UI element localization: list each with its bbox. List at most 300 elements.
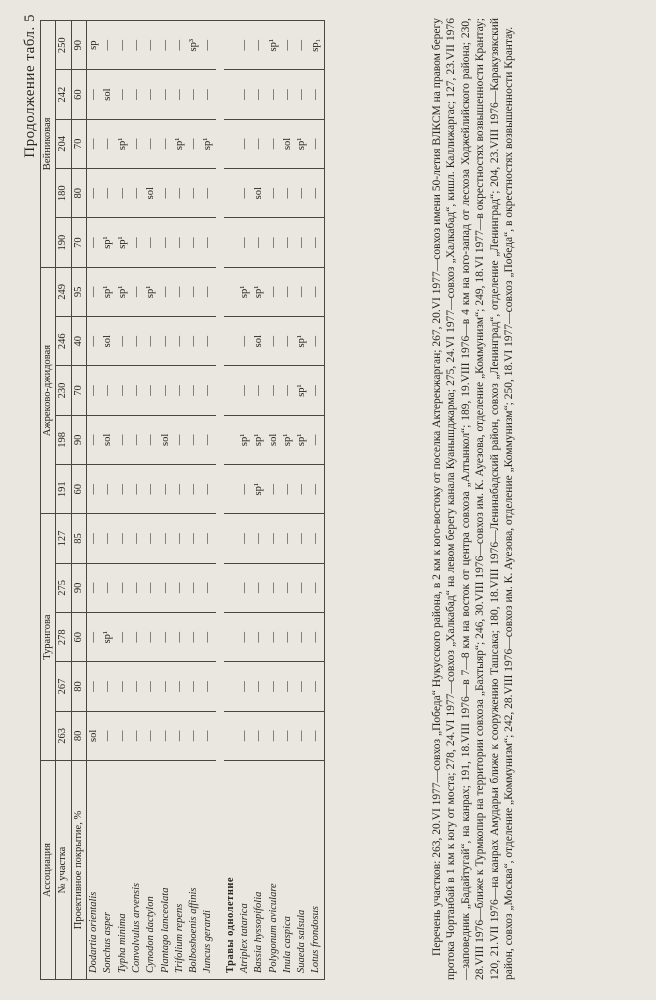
abundance-cell: —: [86, 70, 101, 119]
abundance-cell: —: [266, 465, 280, 514]
abundance-cell: —: [144, 711, 158, 760]
abundance-cell: —: [201, 563, 215, 612]
section-empty-cell: [224, 465, 238, 514]
species-name: Cynodon dactylon: [144, 761, 158, 980]
abundance-cell: —: [295, 563, 309, 612]
abundance-cell: sp¹: [115, 119, 129, 168]
abundance-cell: —: [295, 465, 309, 514]
abundance-cell: —: [187, 366, 201, 415]
abundance-cell: sp¹: [101, 267, 115, 316]
abundance-cell: —: [173, 317, 187, 366]
abundance-cell: —: [238, 465, 252, 514]
abundance-cell: —: [238, 366, 252, 415]
species-name: Lotus frondosus: [309, 761, 324, 980]
group-header: Турангова: [41, 514, 56, 761]
abundance-cell: —: [130, 366, 144, 415]
abundance-cell: —: [158, 218, 172, 267]
abundance-cell: —: [281, 613, 295, 662]
table-row: [144, 21, 158, 980]
abundance-cell: —: [238, 613, 252, 662]
abundance-cell: —: [86, 563, 101, 612]
abundance-cell: —: [187, 613, 201, 662]
abundance-cell: sp₁: [309, 21, 324, 70]
abundance-cell: —: [281, 514, 295, 563]
abundance-cell: sp¹: [295, 119, 309, 168]
abundance-cell: —: [238, 317, 252, 366]
abundance-cell: sp¹: [295, 366, 309, 415]
section-empty-cell: [224, 169, 238, 218]
section-empty-cell: [224, 514, 238, 563]
abundance-cell: —: [144, 218, 158, 267]
table-row: [101, 21, 115, 980]
abundance-cell: —: [101, 514, 115, 563]
plot-number: 198: [56, 415, 71, 464]
abundance-cell: sp¹: [115, 218, 129, 267]
abundance-cell: —: [281, 267, 295, 316]
cover-label: Проективное покрытие, %: [71, 761, 86, 980]
plot-label: № участка: [56, 761, 71, 980]
abundance-cell: —: [238, 119, 252, 168]
table-row: [86, 21, 101, 980]
abundance-cell: —: [266, 267, 280, 316]
table-row: [130, 21, 144, 980]
abundance-cell: —: [130, 415, 144, 464]
abundance-cell: —: [252, 21, 266, 70]
cover-value: 80: [71, 169, 86, 218]
cover-value: 40: [71, 317, 86, 366]
abundance-cell: —: [158, 563, 172, 612]
abundance-cell: sp¹: [238, 415, 252, 464]
abundance-cell: sp¹: [201, 119, 215, 168]
abundance-cell: —: [130, 711, 144, 760]
abundance-cell: —: [173, 21, 187, 70]
abundance-cell: —: [101, 662, 115, 711]
abundance-cell: sp¹: [252, 415, 266, 464]
abundance-cell: —: [201, 514, 215, 563]
abundance-cell: —: [252, 366, 266, 415]
abundance-cell: —: [173, 366, 187, 415]
abundance-cell: —: [281, 711, 295, 760]
abundance-cell: sp³: [187, 21, 201, 70]
species-name: Suaeda salsula: [295, 761, 309, 980]
plot-number: 246: [56, 317, 71, 366]
abundance-cell: —: [144, 366, 158, 415]
cover-value: 60: [71, 465, 86, 514]
abundance-cell: —: [309, 662, 324, 711]
section-empty-cell: [224, 366, 238, 415]
abundance-cell: —: [187, 70, 201, 119]
abundance-cell: —: [115, 415, 129, 464]
abundance-cell: —: [252, 613, 266, 662]
abundance-cell: —: [144, 563, 158, 612]
abundance-cell: sp¹: [101, 218, 115, 267]
abundance-cell: —: [281, 563, 295, 612]
abundance-cell: —: [86, 317, 101, 366]
abundance-cell: —: [144, 465, 158, 514]
abundance-cell: —: [187, 415, 201, 464]
abundance-cell: —: [281, 465, 295, 514]
abundance-cell: —: [238, 21, 252, 70]
abundance-cell: sp¹: [295, 415, 309, 464]
abundance-cell: —: [130, 119, 144, 168]
abundance-cell: —: [144, 21, 158, 70]
abundance-cell: —: [281, 70, 295, 119]
abundance-cell: —: [101, 465, 115, 514]
abundance-cell: —: [86, 218, 101, 267]
abundance-cell: —: [295, 218, 309, 267]
abundance-cell: —: [115, 465, 129, 514]
abundance-cell: —: [115, 70, 129, 119]
abundance-cell: —: [115, 613, 129, 662]
abundance-cell: —: [115, 711, 129, 760]
abundance-cell: —: [86, 514, 101, 563]
abundance-cell: —: [309, 613, 324, 662]
abundance-cell: —: [187, 218, 201, 267]
abundance-cell: —: [238, 70, 252, 119]
abundance-cell: sp¹: [252, 465, 266, 514]
plot-number: 127: [56, 514, 71, 563]
abundance-cell: —: [252, 218, 266, 267]
abundance-cell: —: [309, 70, 324, 119]
abundance-cell: sp¹: [101, 613, 115, 662]
abundance-cell: —: [158, 613, 172, 662]
abundance-cell: —: [101, 169, 115, 218]
table-row: [115, 21, 129, 980]
abundance-cell: —: [281, 169, 295, 218]
plot-number: 278: [56, 613, 71, 662]
abundance-cell: —: [252, 563, 266, 612]
abundance-cell: —: [187, 465, 201, 514]
abundance-cell: —: [144, 415, 158, 464]
abundance-cell: —: [173, 514, 187, 563]
species-name: Atriplex tatarica: [238, 761, 252, 980]
abundance-cell: —: [281, 366, 295, 415]
abundance-cell: —: [101, 21, 115, 70]
abundance-cell: —: [295, 514, 309, 563]
abundance-cell: —: [144, 317, 158, 366]
cover-value: 80: [71, 662, 86, 711]
abundance-cell: —: [266, 613, 280, 662]
abundance-cell: —: [252, 711, 266, 760]
abundance-cell: —: [173, 70, 187, 119]
abundance-cell: —: [187, 317, 201, 366]
abundance-cell: —: [252, 662, 266, 711]
species-name: Bassia hyssopifolia: [252, 761, 266, 980]
abundance-cell: —: [86, 169, 101, 218]
abundance-cell: —: [295, 70, 309, 119]
abundance-cell: —: [86, 267, 101, 316]
abundance-cell: —: [201, 169, 215, 218]
abundance-cell: sol: [158, 415, 172, 464]
abundance-cell: —: [173, 711, 187, 760]
abundance-cell: —: [266, 70, 280, 119]
abundance-cell: —: [309, 169, 324, 218]
section-empty-cell: [224, 563, 238, 612]
abundance-cell: —: [101, 119, 115, 168]
abundance-cell: sol: [252, 169, 266, 218]
table-row: [201, 21, 215, 980]
plot-number: 242: [56, 70, 71, 119]
species-name: Trifolium repens: [173, 761, 187, 980]
abundance-cell: —: [295, 267, 309, 316]
plot-number: 180: [56, 169, 71, 218]
abundance-cell: —: [309, 119, 324, 168]
abundance-cell: —: [115, 169, 129, 218]
section-empty-cell: [224, 21, 238, 70]
abundance-cell: —: [158, 465, 172, 514]
table-row: [281, 21, 295, 980]
cover-value: 90: [71, 415, 86, 464]
abundance-cell: —: [115, 366, 129, 415]
abundance-cell: —: [130, 21, 144, 70]
abundance-cell: —: [158, 711, 172, 760]
abundance-cell: —: [86, 613, 101, 662]
abundance-cell: —: [201, 21, 215, 70]
abundance-cell: —: [266, 119, 280, 168]
section-label: Травы однолетние: [224, 761, 238, 980]
abundance-cell: sol: [86, 711, 101, 760]
abundance-cell: —: [158, 662, 172, 711]
abundance-cell: —: [101, 563, 115, 612]
plot-number: 263: [56, 711, 71, 760]
abundance-cell: sp¹: [281, 415, 295, 464]
cover-value: 70: [71, 218, 86, 267]
abundance-cell: —: [173, 563, 187, 612]
abundance-cell: —: [266, 563, 280, 612]
abundance-cell: —: [187, 119, 201, 168]
abundance-cell: —: [173, 169, 187, 218]
abundance-cell: —: [201, 267, 215, 316]
abundance-cell: —: [309, 267, 324, 316]
abundance-cell: —: [201, 613, 215, 662]
section-empty-cell: [224, 613, 238, 662]
spacer-cell: [216, 21, 224, 980]
species-name: Inula caspica: [281, 761, 295, 980]
abundance-cell: —: [201, 415, 215, 464]
cover-value: 90: [71, 21, 86, 70]
plot-number: 230: [56, 366, 71, 415]
abundance-cell: —: [201, 465, 215, 514]
species-table: [40, 20, 325, 980]
abundance-cell: sol: [101, 415, 115, 464]
abundance-cell: sol: [144, 169, 158, 218]
abundance-cell: —: [281, 21, 295, 70]
abundance-cell: —: [238, 169, 252, 218]
cover-value: 60: [71, 70, 86, 119]
abundance-cell: —: [187, 169, 201, 218]
abundance-cell: sol: [101, 317, 115, 366]
species-name: Typha minima: [115, 761, 129, 980]
cover-value: 60: [71, 613, 86, 662]
group-header: Вейниковая: [41, 21, 56, 268]
abundance-cell: —: [130, 267, 144, 316]
species-name: Dodartia orientalis: [86, 761, 101, 980]
table-row: [173, 21, 187, 980]
plot-number: 267: [56, 662, 71, 711]
abundance-cell: —: [173, 267, 187, 316]
abundance-cell: sol: [266, 415, 280, 464]
abundance-cell: —: [130, 317, 144, 366]
abundance-cell: —: [101, 711, 115, 760]
abundance-cell: —: [86, 465, 101, 514]
abundance-cell: —: [115, 662, 129, 711]
abundance-cell: sol: [252, 317, 266, 366]
abundance-cell: —: [309, 465, 324, 514]
abundance-cell: —: [281, 662, 295, 711]
cover-value: 70: [71, 366, 86, 415]
abundance-cell: —: [201, 711, 215, 760]
abundance-cell: —: [158, 514, 172, 563]
cover-value: 90: [71, 563, 86, 612]
abundance-cell: —: [309, 366, 324, 415]
abundance-cell: —: [115, 21, 129, 70]
abundance-cell: —: [173, 465, 187, 514]
header-row-plots: [56, 21, 71, 980]
abundance-cell: —: [201, 662, 215, 711]
abundance-cell: —: [158, 267, 172, 316]
cover-value: 70: [71, 119, 86, 168]
abundance-cell: —: [144, 119, 158, 168]
abundance-cell: —: [238, 563, 252, 612]
abundance-cell: —: [309, 317, 324, 366]
abundance-cell: sol: [281, 119, 295, 168]
section-empty-cell: [224, 218, 238, 267]
abundance-cell: —: [130, 563, 144, 612]
abundance-cell: —: [130, 218, 144, 267]
plot-number: 250: [56, 21, 71, 70]
abundance-cell: sp¹: [144, 267, 158, 316]
abundance-cell: —: [173, 218, 187, 267]
cover-value: 95: [71, 267, 86, 316]
abundance-cell: —: [86, 119, 101, 168]
abundance-cell: —: [201, 70, 215, 119]
abundance-cell: —: [173, 415, 187, 464]
species-name: Convolvulus arvensis: [130, 761, 144, 980]
abundance-cell: —: [295, 169, 309, 218]
abundance-cell: sp¹: [173, 119, 187, 168]
abundance-cell: —: [266, 514, 280, 563]
abundance-cell: —: [86, 366, 101, 415]
plot-number: 249: [56, 267, 71, 316]
abundance-cell: —: [86, 415, 101, 464]
plot-number: 191: [56, 465, 71, 514]
abundance-cell: —: [187, 267, 201, 316]
section-empty-cell: [224, 317, 238, 366]
plot-list-footnote: Перечень участков: 263, 20.VI 1977—совхоз „Победа“ Нукусского района, в 2 км к юго-востоку от поселка Актерекжарган; 267, 20.VI 1977—совхоз имени 50-летия ВЛКСМ на правом берегу протока Чортанбай в 1 км к югу от моста; 278, 24.VI 1977—совхоз „Халкабад“ на левом берегу канала Куанышджарма; 275, 24.VI 1977—совхоз „Халкабад“, кишл. Каллижаргас; 127, 23.VII 1976—заповедник „Бадайтугай“, на канрах; 191, 18.VIII 1976—в 7—8 км на восток от центра совхоза „Алтынкол“; 189, 19.VIII 1976—в 4 км на юго-запад от лесхоза Ходжейлийского района; 230, 28.VIII 1976—ближе к Турмкопир на территории совхоза „Бахтыяр“; 246, 30.VIII 1976—совхоз им. К. Ауезова, отделение „Коммунизм“; 249, 18.VI 1977—в окрестностях возвышенности Крантау; 120, 21.VII 1976—на канрах Амударьи ближе к сооружению Ташсака; 180, 18.VIII 1976—Ленинабадский район, совхоз „Ленинград“, отделение „Ленинград“; 204, 23.VIII 1976—Каракузякский район, совхоз „Москва“, отделение „Коммунизм“; 242, 28.VIII 1976—совхоз им. К. Ауезова, отделение „Коммунизм“; 250, 18.VI 1977—совхоз „Победа“, в окрестностях возвышенности Крантау.: [430, 18, 516, 980]
abundance-cell: —: [101, 366, 115, 415]
abundance-cell: —: [115, 514, 129, 563]
abundance-cell: sol: [101, 70, 115, 119]
abundance-cell: —: [201, 218, 215, 267]
header-row-association: [41, 21, 56, 980]
abundance-cell: —: [252, 514, 266, 563]
table-row: [238, 21, 252, 980]
abundance-cell: —: [130, 465, 144, 514]
abundance-cell: —: [187, 711, 201, 760]
abundance-cell: —: [187, 514, 201, 563]
plot-number: 190: [56, 218, 71, 267]
abundance-cell: sp: [86, 21, 101, 70]
plot-number: 204: [56, 119, 71, 168]
spacer-row: [216, 21, 224, 980]
abundance-cell: —: [295, 21, 309, 70]
abundance-cell: —: [144, 662, 158, 711]
abundance-cell: —: [144, 514, 158, 563]
section-empty-cell: [224, 711, 238, 760]
abundance-cell: —: [309, 415, 324, 464]
abundance-cell: —: [130, 70, 144, 119]
abundance-cell: —: [295, 613, 309, 662]
cover-value: 85: [71, 514, 86, 563]
section-empty-cell: [224, 662, 238, 711]
abundance-cell: —: [158, 366, 172, 415]
abundance-cell: —: [130, 169, 144, 218]
abundance-cell: —: [238, 711, 252, 760]
abundance-cell: —: [238, 662, 252, 711]
abundance-cell: —: [266, 317, 280, 366]
abundance-cell: sp¹: [238, 267, 252, 316]
abundance-cell: —: [144, 613, 158, 662]
section-empty-cell: [224, 267, 238, 316]
section-empty-cell: [224, 70, 238, 119]
abundance-cell: —: [281, 218, 295, 267]
abundance-cell: —: [158, 317, 172, 366]
abundance-cell: —: [201, 317, 215, 366]
abundance-cell: —: [309, 514, 324, 563]
association-label: Ассоциация: [41, 761, 56, 980]
abundance-cell: —: [309, 218, 324, 267]
abundance-cell: —: [187, 662, 201, 711]
abundance-cell: —: [309, 711, 324, 760]
species-name: Bolboshoenis affinis: [187, 761, 201, 980]
abundance-cell: —: [115, 317, 129, 366]
abundance-cell: —: [266, 366, 280, 415]
abundance-cell: —: [295, 662, 309, 711]
abundance-cell: —: [158, 70, 172, 119]
abundance-cell: —: [187, 563, 201, 612]
table-row: [309, 21, 324, 980]
abundance-cell: —: [86, 662, 101, 711]
abundance-cell: —: [238, 514, 252, 563]
species-name: Plantago lanceolata: [158, 761, 172, 980]
table-row: [295, 21, 309, 980]
abundance-cell: sp¹: [252, 267, 266, 316]
species-name: Sonchus asper: [101, 761, 115, 980]
abundance-cell: —: [252, 119, 266, 168]
abundance-cell: —: [158, 169, 172, 218]
abundance-cell: —: [309, 563, 324, 612]
abundance-cell: —: [130, 613, 144, 662]
abundance-cell: —: [144, 70, 158, 119]
abundance-cell: —: [266, 662, 280, 711]
abundance-cell: —: [130, 662, 144, 711]
page-title: Продолжение табл. 5: [22, 14, 38, 158]
cover-value: 80: [71, 711, 86, 760]
species-name: Polygonum aviculare: [266, 761, 280, 980]
table-row: [187, 21, 201, 980]
abundance-cell: —: [130, 514, 144, 563]
header-row-cover: [71, 21, 86, 980]
abundance-cell: —: [295, 711, 309, 760]
table-row: [158, 21, 172, 980]
table-body: [86, 21, 324, 980]
species-name: Juncus gerardi: [201, 761, 215, 980]
abundance-cell: —: [266, 711, 280, 760]
section-row: [224, 21, 238, 980]
abundance-cell: —: [252, 70, 266, 119]
table-row: [266, 21, 280, 980]
group-header: Ажреково-джидовая: [41, 267, 56, 514]
